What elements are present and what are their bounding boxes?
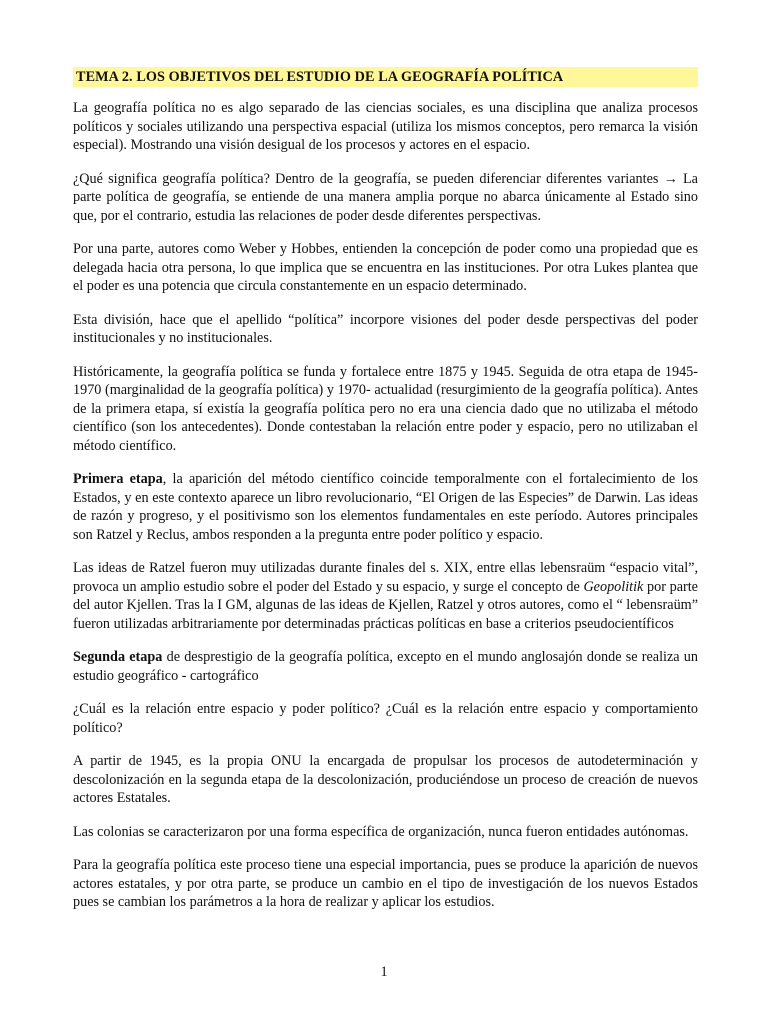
paragraph-first-stage: [73, 470, 698, 544]
paragraph-definition: ¿Qué significa geografía política? Dentro de la geografía, se pueden diferenciar diferentes variantes → La parte política de geografía, se entiende de una manera amplia porque no abarca únicamente al Estado sino que, por el contrario, estudia las relaciones de poder desde diferentes perspectivas.: [73, 170, 698, 224]
paragraph-power-authors: Por una parte, autores como Weber y Hobbes, entienden la concepción de poder como una propiedad que es delegada hacia otra persona, lo que implica que se encuentra en las instituciones. Por otra Lukes plantea que el poder es una potencia que circula constantemente en un espacio determinado.: [73, 241, 698, 294]
paragraph-history: Históricamente, la geografía política se funda y fortalece entre 1875 y 1945. Seguida de otra etapa de 1945-1970 (marginalidad de la geografía política) y 1970- actualidad (resurgimiento de la geografía política). Antes de la primera etapa, sí existía la geografía política pero no era una ciencia dado que no utilizaba el método científico (son los antecedentes). Donde contestaban la relación entre poder y espacio, pero no utilizaban el método científico.: [73, 363, 698, 454]
page-number: 1: [380, 964, 388, 980]
paragraph-questions: ¿Cuál es la relación entre espacio y poder político? ¿Cuál es la relación entre espacio y comportamiento político?: [73, 701, 698, 736]
paragraph-intro: La geografía política no es algo separado de las ciencias sociales, es una disciplina que analiza procesos políticos y sociales utilizando una perspectiva espacial (utiliza los mismos conceptos, pero remarca la visión especial). Mostrando una visión desigual de los procesos y actores en el espacio.: [73, 100, 698, 153]
paragraph-second-stage: [73, 648, 698, 685]
paragraph-ratzel: [73, 559, 698, 633]
second-stage-label: Segunda etapa: [73, 649, 163, 665]
first-stage-text: , la aparición del método científico coincide temporalmente con el fortalecimiento de los Estados, y en este contexto aparece un libro revolucionario, “El Origen de las Especies” de Darwin. Las ideas de razón y progreso, y el positivismo son los elementos fundamentales en este período. Autores principales son Ratzel y Reclus, ambos responden a la pregunta entre poder político y espacio.: [73, 471, 698, 543]
paragraph-division: Esta división, hace que el apellido “política” incorpore visiones del poder desde perspectivas del poder institucionales y no institucionales.: [73, 311, 698, 346]
paragraph-onu: A partir de 1945, es la propia ONU la encargada de propulsar los procesos de autodeterminación y descolonización en la segunda etapa de la descolonización, produciéndose un proceso de creación de nuevos actores Estatales.: [73, 753, 698, 806]
first-stage-label: Primera etapa: [73, 471, 163, 487]
ratzel-text-b: por parte del autor Kjellen. Tras la I GM, algunas de las ideas de Kjellen, Ratzel y otros autores, como el “ lebensraüm” fueron utilizadas arbitrariamente por determinadas prácticas políticas en base a criterios pseudocientíficos: [73, 578, 698, 632]
paragraph-colonies: Las colonias se caracterizaron por una forma específica de organización, nunca fueron entidades autónomas.: [73, 823, 689, 840]
ratzel-text-a: Las ideas de Ratzel fueron muy utilizadas durante finales del s. XIX, entre ellas lebensraüm “espacio vital”, provoca un amplio estudio sobre el poder del Estado y su espacio, y surge el concepto de: [73, 560, 698, 595]
second-stage-text: de desprestigio de la geografía política, excepto en el mundo anglosajón donde se realiza un estudio geográfico - cartográfico: [73, 649, 698, 684]
geopolitik-term: Geopolitik: [583, 578, 644, 595]
document-title: TEMA 2. LOS OBJETIVOS DEL ESTUDIO DE LA GEOGRAFÍA POLÍTICA: [73, 67, 698, 87]
paragraph-importance: Para la geografía política este proceso tiene una especial importancia, pues se produce la aparición de nuevos actores estatales, y por otra parte, se produce un cambio en el tipo de investigación de los nuevos Estados pues se cambian los parámetros a la hora de realizar y aplicar los estudios.: [73, 857, 698, 910]
